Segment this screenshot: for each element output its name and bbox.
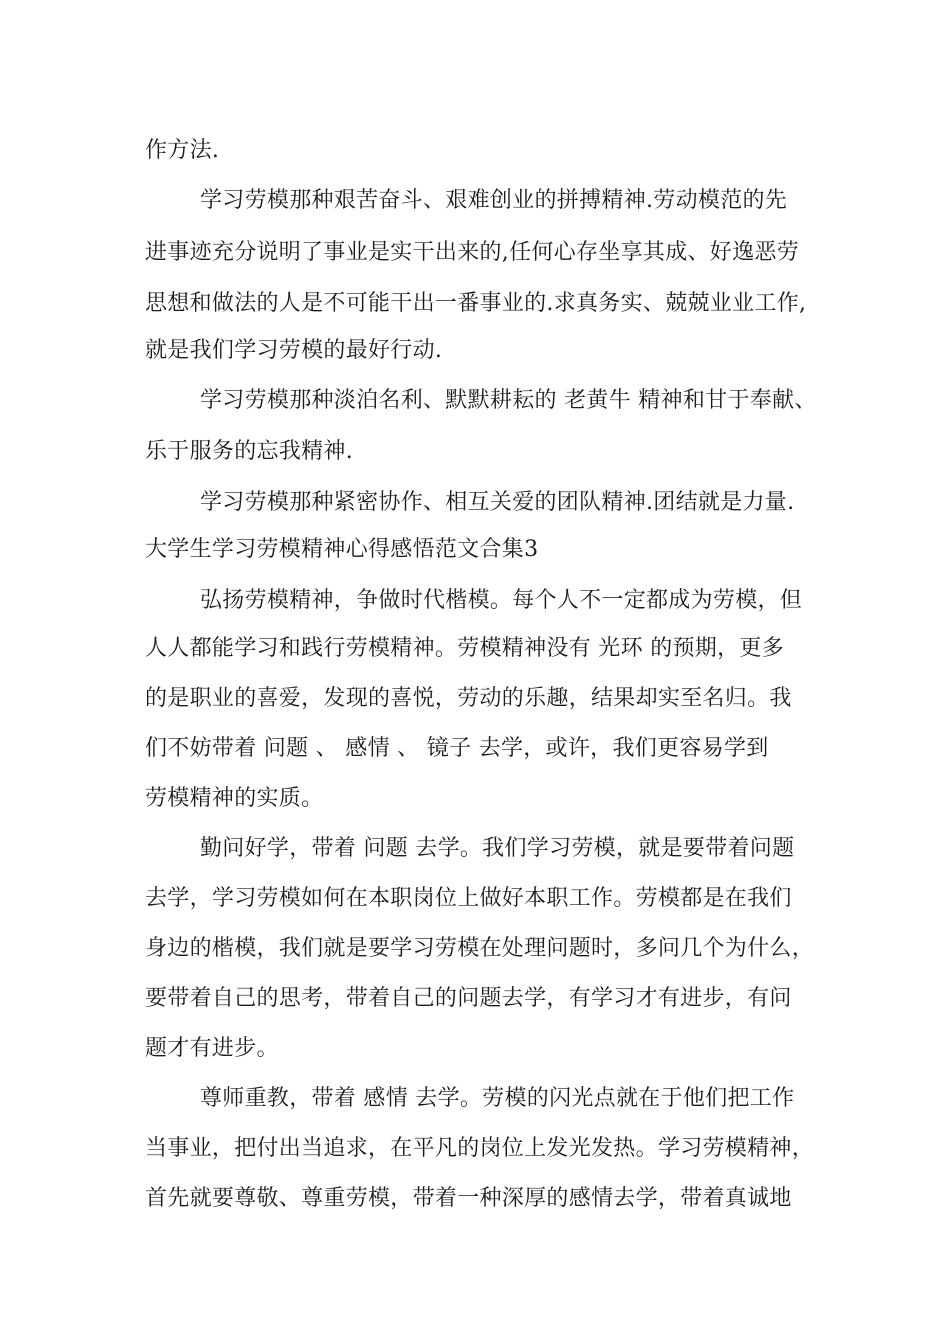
text-line: 当事业，把付出当追求，在平凡的岗位上发光发热。学习劳模精神， (145, 1136, 815, 1161)
text-line: 乐于服务的忘我精神. (145, 439, 353, 464)
paragraph-first-line: 学习劳模那种淡泊名利、默默耕耘的 老黄牛 精神和甘于奉献、 (200, 388, 817, 413)
text-line: 去学，学习劳模如何在本职岗位上做好本职工作。劳模都是在我们 (145, 886, 792, 911)
text-line: 思想和做法的人是不可能干出一番事业的.求真务实、兢兢业业工作, (145, 291, 807, 316)
text-line: 人人都能学习和践行劳模精神。劳模精神没有 光环 的预期，更多 (145, 636, 784, 661)
text-line: 的是职业的喜爱，发现的喜悦，劳动的乐趣，结果却实至名归。我 (145, 686, 792, 711)
paragraph-first-line: 弘扬劳模精神，争做时代楷模。每个人不一定都成为劳模，但 (200, 588, 803, 613)
paragraph-first-line: 尊师重教，带着 感情 去学。劳模的闪光点就在于他们把工作 (200, 1086, 795, 1111)
text-line: 要带着自己的思考，带着自己的问题去学，有学习才有进步，有问 (145, 986, 792, 1011)
paragraph-first-line: 勤问好学，带着 问题 去学。我们学习劳模，就是要带着问题 (200, 836, 795, 861)
text-line: 就是我们学习劳模的最好行动. (145, 338, 443, 363)
text-line: 身边的楷模，我们就是要学习劳模在处理问题时，多问几个为什么， (145, 936, 815, 961)
section-heading: 大学生学习劳模精神心得感悟范文合集3 (145, 537, 539, 562)
text-line: 劳模精神的实质。 (145, 786, 324, 811)
paragraph-first-line: 学习劳模那种紧密协作、相互关爱的团队精神.团结就是力量. (200, 490, 795, 515)
text-line: 题才有进步。 (145, 1036, 279, 1061)
text-line: 作方法. (145, 138, 220, 163)
paragraph-first-line: 学习劳模那种艰苦奋斗、艰难创业的拼搏精神.劳动模范的先 (200, 188, 788, 213)
text-line: 们不妨带着 问题 、 感情 、 镜子 去学，或许，我们更容易学到 (145, 736, 769, 761)
text-line: 进事迹充分说明了事业是实干出来的,任何心存坐享其成、好逸恶劳 (145, 240, 799, 265)
text-line: 首先就要尊敬、尊重劳模，带着一种深厚的感情去学，带着真诚地 (145, 1186, 792, 1211)
